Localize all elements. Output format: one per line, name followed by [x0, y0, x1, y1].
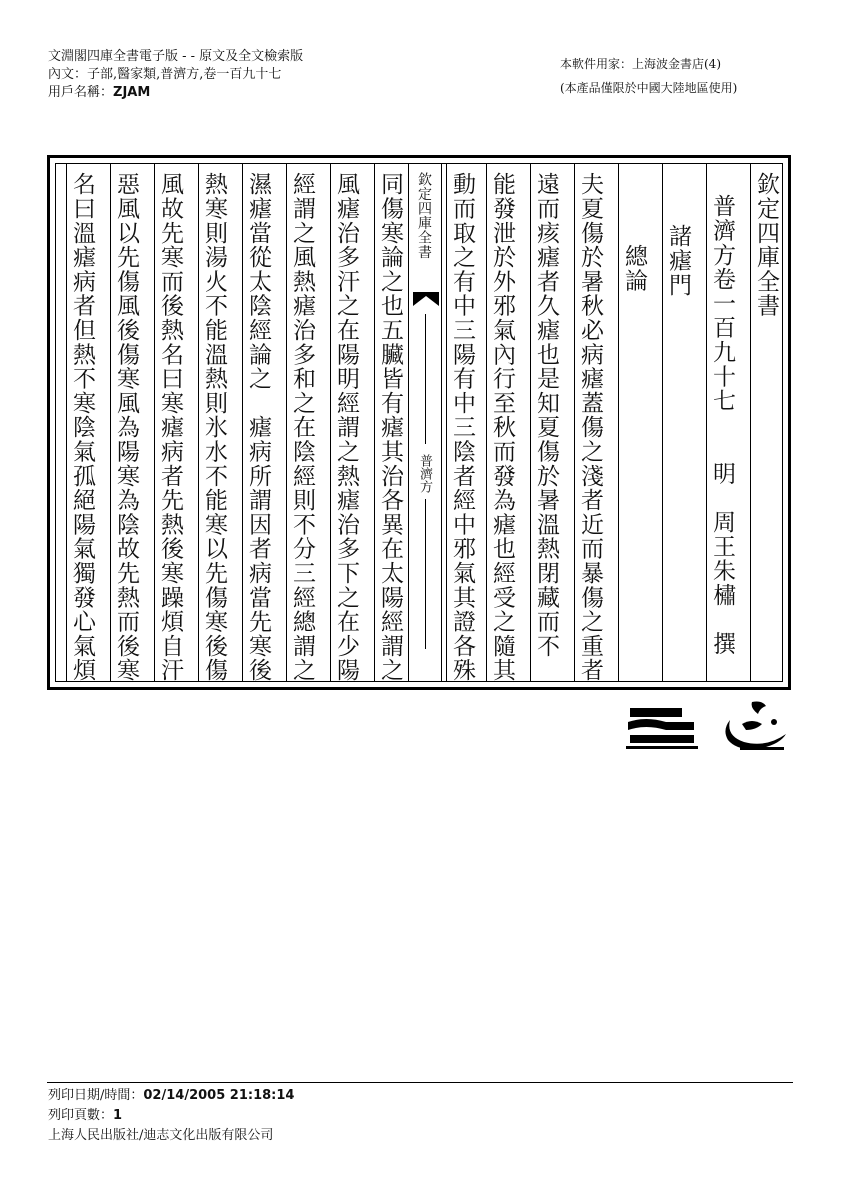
page-frame	[47, 155, 791, 690]
licensee: 本軟件用家：上海波金書店(4)	[560, 57, 721, 71]
print-footer	[48, 1086, 294, 1146]
column-text: 諸瘧門	[665, 224, 691, 297]
text-column	[286, 164, 318, 681]
gutter-rule	[425, 314, 426, 444]
print-time-line	[48, 1086, 294, 1106]
user-name: ZJAM	[113, 85, 151, 100]
fold-gutter	[408, 164, 442, 681]
column-text: 能發泄於外邪氣內行至秋而發為瘧也經受之隨其	[489, 172, 515, 683]
text-column	[618, 164, 650, 681]
print-pages-value: 1	[113, 1108, 123, 1123]
publisher-line: 上海人民出版社/迪志文化出版有限公司	[48, 1128, 274, 1143]
edition-title: 文淵閣四庫全書電子版 - - 原文及全文檢索版	[48, 49, 304, 64]
text-column	[446, 164, 478, 681]
seal-logo-icon	[722, 700, 792, 752]
text-block	[55, 163, 783, 682]
column-text: 同傷寒論之也五臟皆有瘧其治各異在太陽經謂之	[377, 172, 403, 683]
column-text: 欽定四庫全書	[753, 172, 779, 318]
column-text: 動而取之有中三陽有中三陰者經中邪氣其證各殊	[449, 172, 475, 683]
column-text: 熱寒則湯火不能溫熱則氷水不能寒以先傷寒後傷	[201, 172, 227, 683]
region-notice: (本產品僅限於中國大陸地區使用)	[560, 81, 738, 95]
text-column	[486, 164, 518, 681]
text-column	[154, 164, 186, 681]
gutter-rule	[425, 499, 426, 649]
column-text: 風故先寒而後熱名曰寒瘧病者先熱後寒躁煩自汗	[157, 172, 183, 683]
text-column	[374, 164, 406, 681]
text-column	[66, 164, 98, 681]
column-text: 名曰溫瘧病者但熱不寒陰氣孤絕陽氣獨發心氣煩	[69, 172, 95, 683]
text-column	[198, 164, 230, 681]
column-text: 遠而痎瘧者久瘧也是知夏傷於暑溫熱閉藏而不	[533, 172, 559, 658]
print-pages-line	[48, 1106, 294, 1126]
column-text: 風瘧治多汗之在陽明經謂之熱瘧治多下之在少陽	[333, 172, 359, 683]
text-column	[574, 164, 606, 681]
text-column	[706, 164, 738, 681]
publisher-logo-icon	[626, 700, 698, 752]
column-text: 普濟方卷一百九十七 明 周王朱橚 撰	[709, 194, 735, 656]
user-label: 用戶名稱：	[48, 85, 114, 100]
user-line	[48, 84, 303, 102]
text-column	[750, 164, 782, 681]
text-column	[662, 164, 694, 681]
content-path: 內文：子部,醫家類,普濟方,卷一百九十七	[48, 67, 282, 82]
gutter-title: 欽定四庫全書	[416, 172, 432, 259]
header-left	[48, 48, 303, 102]
text-column	[110, 164, 142, 681]
print-time-label: 列印日期/時間：	[48, 1088, 144, 1103]
gutter-book-title: 普濟方	[417, 454, 432, 493]
column-text: 夫夏傷於暑秋必病瘧蓋傷之淺者近而暴傷之重者	[577, 172, 603, 683]
footer-divider	[47, 1082, 793, 1083]
text-column	[242, 164, 274, 681]
text-column	[530, 164, 562, 681]
column-text: 經謂之風熱瘧治多和之在陰經則不分三經總謂之	[289, 172, 315, 683]
print-time-value: 02/14/2005 21:18:14	[143, 1088, 295, 1103]
column-text: 濕瘧當從太陰經論之 瘧病所謂因者病當先寒後	[245, 172, 271, 683]
header-right	[560, 52, 737, 100]
fishtail-mark-icon	[413, 292, 439, 306]
column-text: 惡風以先傷風後傷寒風為陽寒為陰故先熱而後寒	[113, 172, 139, 683]
print-pages-label: 列印頁數：	[48, 1108, 114, 1123]
column-text: 總論	[621, 244, 647, 293]
text-column	[330, 164, 362, 681]
